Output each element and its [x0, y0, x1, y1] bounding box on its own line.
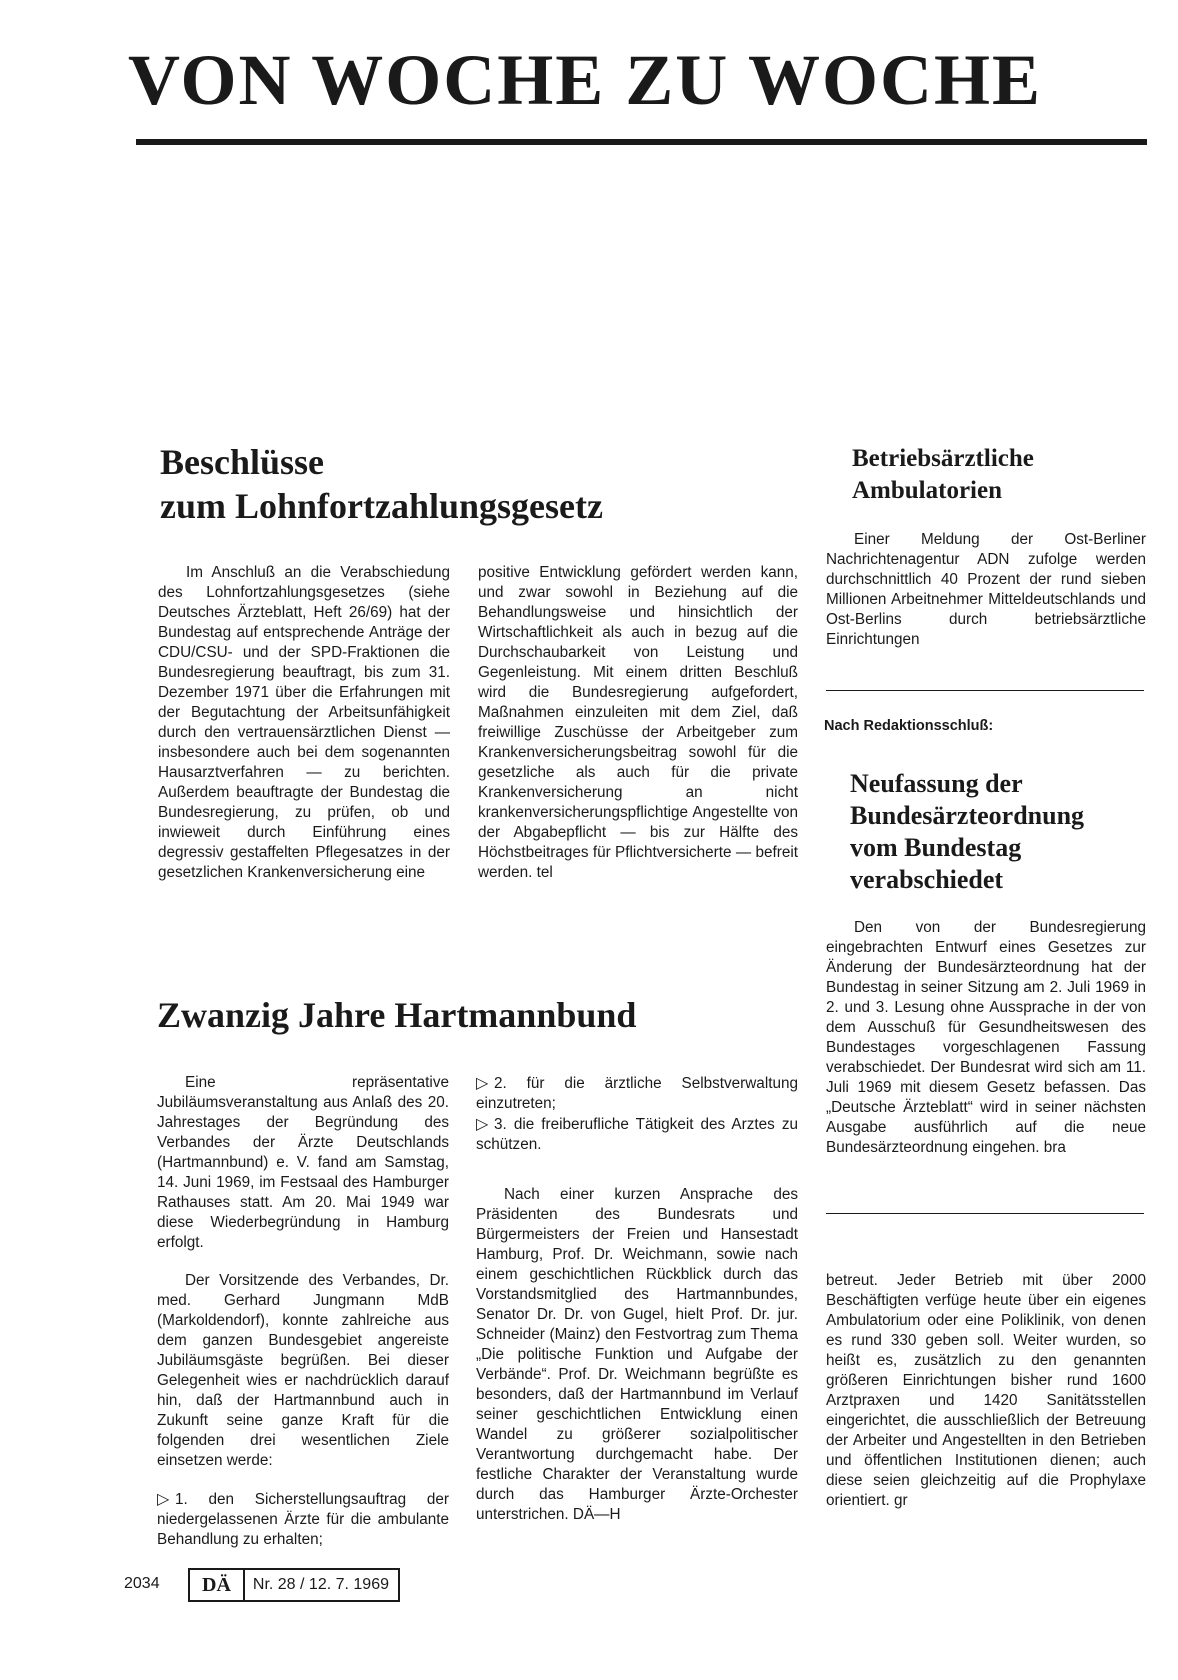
article3-text-top	[826, 530, 1146, 650]
article4-title-line2: Bundesärzteordnung	[850, 801, 1085, 830]
article3-title-line2: Ambulatorien	[852, 477, 1002, 504]
article2-col2-p: Nach einer kurzen Ansprache des Präsidenten des Bundesrats und Bürgermeisters der Freien und Hansestadt Hamburg, Prof. Dr. Weichmann, sowie nach einem geschichtlichen Rückblick durch das Vorstandsmitglied des Hartmannbundes, Senator Dr. Dr. von Gugel, hielt Prof. Dr. jur. Schneider (Mainz) den Festvortrag zum Thema „Die politische Funktion und Aufgabe der Verbände“. Prof. Dr. Weichmann begrüßte es besonders, daß der Hartmannbund im Verlauf seiner geschichtlichen Entwicklung einen Wandel zu größerer sozialpolitischer Verantwortung durchgemacht habe. Der festliche Charakter der Veranstaltung wurde durch das Hamburger Ärzte-Orchester unterstrichen. DÄ—H	[476, 1186, 798, 1523]
article2-bullet3	[476, 1114, 798, 1155]
article3-text-bottom	[826, 1271, 1146, 1511]
article1-title	[160, 440, 680, 528]
article2-col1	[157, 1073, 449, 1550]
article3-title-line1: Betriebsärztliche	[852, 445, 1034, 472]
article1-col1-text: Im Anschluß an die Verabschiedung des Lohnfortzahlungsgesetzes (siehe Deutsches Ärzteblatt, Heft 26/69) hat der Bundestag auf entsprechende Anträge der CDU/CSU- und der SPD-Fraktionen die Bundesregierung beauftragt, bis zum 31. Dezember 1971 über die Erfahrungen mit der Begutachtung der Arbeitsunfähigkeit durch den vertrauensärztlichen Dienst — insbesondere auch bei dem sogenannten Hausarztverfahren — zu berichten. Außerdem beauftragte der Bundestag die Bundesregierung, zu prüfen, ob und inwieweit durch Einführung eines degressiv gestaffelten Pflegesatzes in der gesetzlichen Krankenversicherung eine	[158, 564, 450, 881]
article1-col2	[478, 563, 798, 883]
article2-bullet2-text: 2. für die ärztliche Selbstverwaltung einzutreten;	[476, 1075, 798, 1112]
masthead-title: VON WOCHE ZU WOCHE	[128, 40, 1043, 120]
article2-col1-p1: Eine repräsentative Jubiläumsveranstaltung aus Anlaß des 20. Jahrestages der Begründung des Verbandes der Ärzte Deutschlands (Hartmannbund) e. V. fand am Samstag, 14. Juni 1969, im Festsaal des Hamburger Rathauses statt. Am 20. Mai 1949 war diese Wiederbegründung in Hamburg erfolgt.	[157, 1074, 449, 1251]
column-divider-2	[826, 1213, 1144, 1214]
late-news-label: Nach Redaktionsschluß:	[824, 718, 994, 734]
article4-title-line4: verabschiedet	[850, 865, 1004, 894]
article1-title-line1: Beschlüsse	[160, 442, 325, 482]
article1-col2-text: positive Entwicklung gefördert werden kann, und zwar sowohl in Beziehung auf die Behandlungsweise und hinsichtlich der Wirtschaftlichkeit als auch in bezug auf die Durchschaubarkeit von Leistung und Gegenleistung. Mit einem dritten Beschluß wird die Bundesregierung aufgefordert, Maßnahmen einzuleiten mit dem Ziel, daß freiwillige Zuschüsse der Arbeitgeber zum Krankenversicherungsbeitrag sowohl für die gesetzliche als auch für die private Krankenversicherung an nicht krankenversicherungspflichtige Angestellte von der Abgabepflicht — bis zur Hälfte des Höchstbeitrages für Pflichtversicherte — befreit werden. tel	[478, 564, 798, 881]
article1-title-line2: zum Lohnfortzahlungsgesetz	[160, 486, 603, 526]
triangle-right-icon: ▷	[157, 1489, 170, 1508]
article3-text-bottom-p: betreut. Jeder Betrieb mit über 2000 Beschäftigten verfüge heute über ein eigenes Ambulatorium oder eine Poliklinik, von denen es rund 330 geben soll. Weiter wurden, so heißt es, zusätzlich zu den genannten größeren Einrichtungen bisher rund 1600 Arztpraxen und 1420 Sanitätsstellen eingerichtet, die ausschließlich der Betreuung der Arbeiter und Angestellten in den Betrieben und öffentlichen Institutionen dienen; auch diese seien gleichzeitig auf die Prophylaxe orientiert. gr	[826, 1272, 1146, 1509]
article3-text-top-p: Einer Meldung der Ost-Berliner Nachrichtenagentur ADN zufolge werden durchschnittlich 40 Prozent der rund sieben Millionen Arbeitnehmer Mitteldeutschlands und Ost-Berlins durch betriebsärztliche Einrichtungen	[826, 531, 1146, 648]
article4-title-line1: Neufassung der	[850, 769, 1023, 798]
article2-title: Zwanzig Jahre Hartmannbund	[157, 995, 637, 1035]
article2-bullet2	[476, 1073, 798, 1114]
journal-logo: DÄ	[190, 1570, 245, 1600]
article2-col1-p2: Der Vorsitzende des Verbandes, Dr. med. Gerhard Jungmann MdB (Markoldendorf), konnte zahlreiche aus dem ganzen Bundesgebiet angereiste Jubiläumsgäste begrüßen. Bei dieser Gelegenheit wies er nachdrücklich darauf hin, daß der Hartmannbund auch in Zukunft seine ganze Kraft für die folgenden drei wesentlichen Ziele einsetzen werde:	[157, 1272, 449, 1469]
article2-col2	[476, 1073, 798, 1525]
triangle-right-icon: ▷	[476, 1114, 489, 1133]
article1-col1	[158, 563, 450, 883]
issue-info: Nr. 28 / 12. 7. 1969	[252, 1576, 389, 1593]
article3-title	[852, 443, 1152, 507]
article4-text-p: Den von der Bundesregierung eingebrachten Entwurf eines Gesetzes zur Änderung der Bundesärzteordnung hat der Bundestag in seiner Sitzung am 2. Juli 1969 in 2. und 3. Lesung ohne Aussprache in der von dem Ausschuß für Gesundheitswesen des Bundestages vorgeschlagenen Fassung verabschiedet. Der Bundesrat wird sich am 11. Juli 1969 mit diesem Gesetz befassen. Das „Deutsche Ärzteblatt“ wird in seiner nächsten Ausgabe ausführlich auf die neue Bundesärzteordnung eingehen. bra	[826, 919, 1146, 1156]
article2-bullet1	[157, 1489, 449, 1550]
masthead-rule	[136, 139, 1147, 145]
article2-bullet3-text: 3. die freiberufliche Tätigkeit des Arztes zu schützen.	[476, 1116, 798, 1153]
article2-bullet1-text: 1. den Sicherstellungsauftrag der niedergelassenen Ärzte für die ambulante Behandlung zu erhalten;	[157, 1491, 449, 1548]
article4-title	[850, 768, 1150, 896]
page-number: 2034	[124, 1575, 160, 1592]
article4-title-line3: vom Bundestag	[850, 833, 1022, 862]
footer-issue-box	[188, 1568, 400, 1602]
article4-text	[826, 918, 1146, 1158]
triangle-right-icon: ▷	[476, 1073, 489, 1092]
column-divider	[826, 690, 1144, 691]
